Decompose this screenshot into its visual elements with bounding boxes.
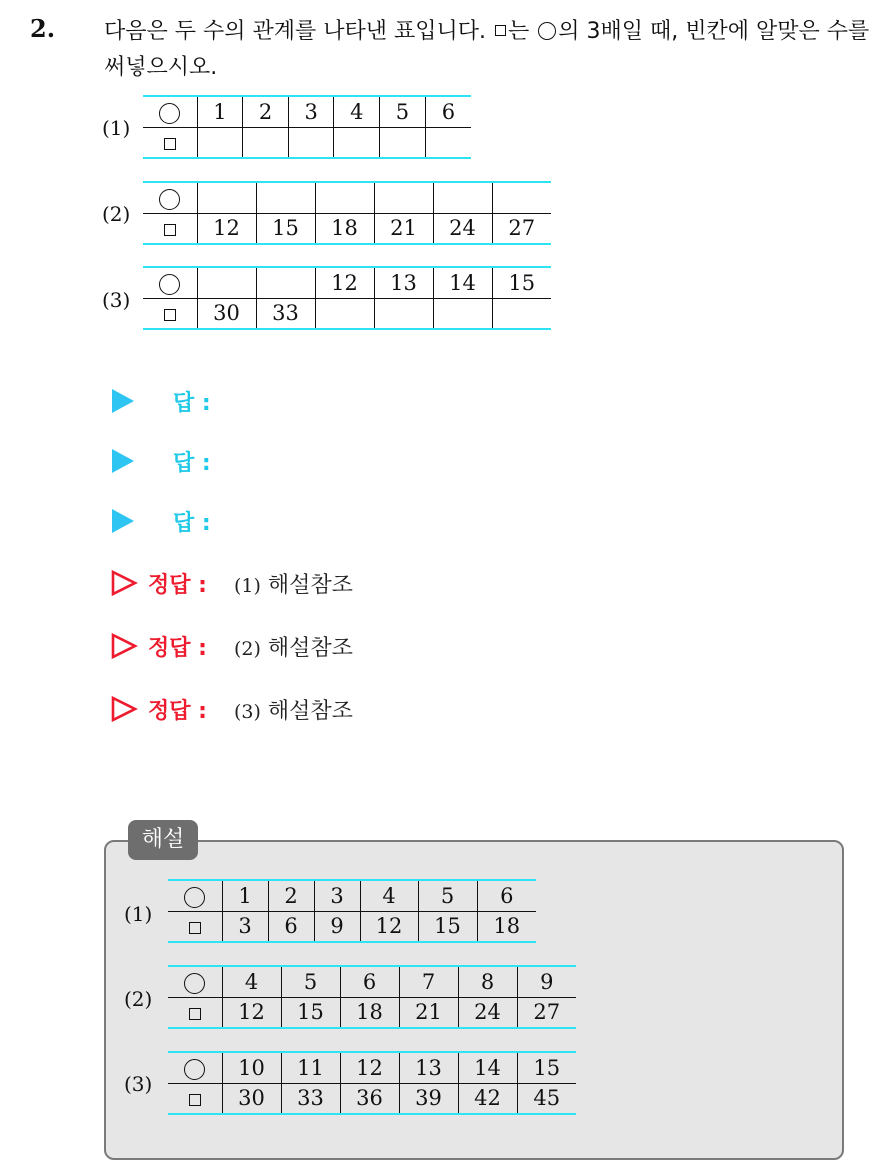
circle-icon (184, 1059, 205, 1080)
table-cell: 15 (281, 997, 340, 1028)
solution-label: 정답 : (148, 699, 207, 724)
outline-triangle-icon (110, 632, 138, 660)
circle-icon (184, 887, 205, 908)
square-row (143, 213, 551, 244)
question-text-part3: 의 3배일 때, 빈칸에 알맞은 수를 써넣으시오. (104, 19, 870, 80)
table-cell: 5 (281, 966, 340, 997)
solution-note: 해설참조 (267, 699, 353, 724)
question-text (104, 14, 874, 86)
table-cell[interactable]: 6 (425, 96, 471, 127)
solution-note: 해설참조 (267, 636, 353, 661)
solution-label: 정답 : (148, 636, 207, 661)
problem-2-label: (2) (102, 202, 131, 226)
problem-3-table (143, 266, 551, 330)
circle-row (168, 1052, 576, 1083)
table-cell: 1 (222, 880, 268, 911)
circle-icon (159, 189, 180, 210)
table-cell[interactable]: 12 (315, 267, 374, 298)
solution-text (234, 694, 353, 725)
table-cell[interactable]: 1 (197, 96, 243, 127)
table-cell: 5 (418, 880, 477, 911)
table-cell: 45 (517, 1083, 576, 1114)
table-cell[interactable]: 5 (380, 96, 426, 127)
table-cell: 15 (418, 911, 477, 942)
table-cell[interactable]: 30 (197, 298, 256, 329)
question-text-part1: 다음은 두 수의 관계를 나타낸 표입니다. (104, 19, 486, 44)
table-cell[interactable]: 14 (433, 267, 492, 298)
table-cell[interactable] (243, 127, 289, 158)
table-cell[interactable]: 15 (492, 267, 551, 298)
table-cell: 12 (222, 997, 281, 1028)
problem-1-label: (1) (102, 116, 131, 140)
explanation-3-label: (3) (124, 1072, 153, 1096)
table-cell: 4 (360, 880, 418, 911)
table-cell: 18 (340, 997, 399, 1028)
table-cell: 2 (268, 880, 314, 911)
square-row (168, 911, 536, 942)
table-cell[interactable]: 18 (315, 213, 374, 244)
problem-2-table (143, 181, 551, 245)
solution-note: 해설참조 (267, 573, 353, 598)
table-cell: 11 (281, 1052, 340, 1083)
square-row (143, 127, 471, 158)
table-cell[interactable] (315, 182, 374, 213)
square-row (168, 1083, 576, 1114)
table-cell[interactable] (433, 182, 492, 213)
table-cell[interactable]: 12 (197, 213, 256, 244)
explanation-table-3 (168, 1051, 576, 1115)
table-cell[interactable] (425, 127, 471, 158)
table-cell[interactable] (334, 127, 380, 158)
square-row (143, 298, 551, 329)
play-triangle-icon (112, 449, 134, 473)
table-cell: 6 (477, 880, 536, 911)
problem-1-table (143, 95, 471, 159)
answer-label: 답 : (173, 511, 211, 536)
table-cell[interactable] (315, 298, 374, 329)
table-cell[interactable] (197, 127, 243, 158)
table-cell: 3 (222, 911, 268, 942)
explanation-tag: 해설 (128, 820, 198, 860)
circle-icon (184, 973, 205, 994)
table-cell: 27 (517, 997, 576, 1028)
outline-triangle-icon (110, 695, 138, 723)
play-triangle-icon (112, 509, 134, 533)
table-cell: 18 (477, 911, 536, 942)
table-cell[interactable] (492, 182, 551, 213)
table-cell: 42 (458, 1083, 517, 1114)
table-cell: 4 (222, 966, 281, 997)
solution-part: (1) (234, 575, 261, 597)
table-cell: 7 (399, 966, 458, 997)
square-icon (189, 1094, 201, 1106)
answer-label: 답 : (173, 451, 211, 476)
table-cell: 13 (399, 1052, 458, 1083)
table-cell: 6 (340, 966, 399, 997)
question-number: 2. (30, 14, 56, 43)
table-cell: 8 (458, 966, 517, 997)
square-icon (164, 138, 176, 150)
table-cell[interactable]: 13 (374, 267, 433, 298)
table-cell[interactable] (433, 298, 492, 329)
table-cell: 36 (340, 1083, 399, 1114)
table-cell: 6 (268, 911, 314, 942)
table-cell: 33 (281, 1083, 340, 1114)
table-cell: 39 (399, 1083, 458, 1114)
square-icon (164, 309, 176, 321)
table-cell[interactable] (492, 298, 551, 329)
table-cell[interactable]: 4 (334, 96, 380, 127)
solution-label: 정답 : (148, 573, 207, 598)
table-cell[interactable] (374, 298, 433, 329)
table-cell: 12 (360, 911, 418, 942)
square-icon (189, 1008, 201, 1020)
table-cell: 10 (222, 1052, 281, 1083)
table-cell[interactable] (288, 127, 334, 158)
table-cell[interactable]: 24 (433, 213, 492, 244)
table-cell[interactable]: 15 (256, 213, 315, 244)
explanation-2-label: (2) (124, 987, 153, 1011)
play-triangle-icon (112, 389, 134, 413)
table-cell: 21 (399, 997, 458, 1028)
solution-part: (3) (234, 701, 261, 723)
explanation-table-2 (168, 965, 576, 1029)
square-icon (164, 224, 176, 236)
square-row (168, 997, 576, 1028)
circle-row (143, 267, 551, 298)
solution-part: (2) (234, 638, 261, 660)
outline-triangle-icon (110, 569, 138, 597)
solution-text (234, 568, 353, 599)
circle-icon (159, 103, 180, 124)
table-cell[interactable]: 27 (492, 213, 551, 244)
circle-symbol-icon (538, 22, 556, 40)
table-cell: 24 (458, 997, 517, 1028)
explanation-table-1 (168, 879, 536, 943)
table-cell[interactable] (197, 267, 256, 298)
table-cell[interactable] (256, 267, 315, 298)
table-cell[interactable]: 33 (256, 298, 315, 329)
circle-row (168, 966, 576, 997)
circle-row (168, 880, 536, 911)
table-cell: 14 (458, 1052, 517, 1083)
circle-icon (159, 274, 180, 295)
answer-label: 답 : (173, 391, 211, 416)
table-cell: 3 (314, 880, 360, 911)
table-cell[interactable]: 2 (243, 96, 289, 127)
table-cell: 30 (222, 1083, 281, 1114)
problem-3-label: (3) (102, 288, 131, 312)
table-cell[interactable]: 3 (288, 96, 334, 127)
question-text-part2: 는 (508, 19, 530, 44)
circle-row (143, 182, 551, 213)
table-cell[interactable]: 21 (374, 213, 433, 244)
table-cell: 15 (517, 1052, 576, 1083)
table-cell[interactable] (380, 127, 426, 158)
table-cell: 12 (340, 1052, 399, 1083)
square-symbol-icon (495, 25, 506, 36)
circle-row (143, 96, 471, 127)
table-cell[interactable] (374, 182, 433, 213)
table-cell[interactable] (256, 182, 315, 213)
table-cell[interactable] (197, 182, 256, 213)
square-icon (189, 922, 201, 934)
explanation-1-label: (1) (124, 902, 153, 926)
table-cell: 9 (517, 966, 576, 997)
table-cell: 9 (314, 911, 360, 942)
solution-text (234, 631, 353, 662)
